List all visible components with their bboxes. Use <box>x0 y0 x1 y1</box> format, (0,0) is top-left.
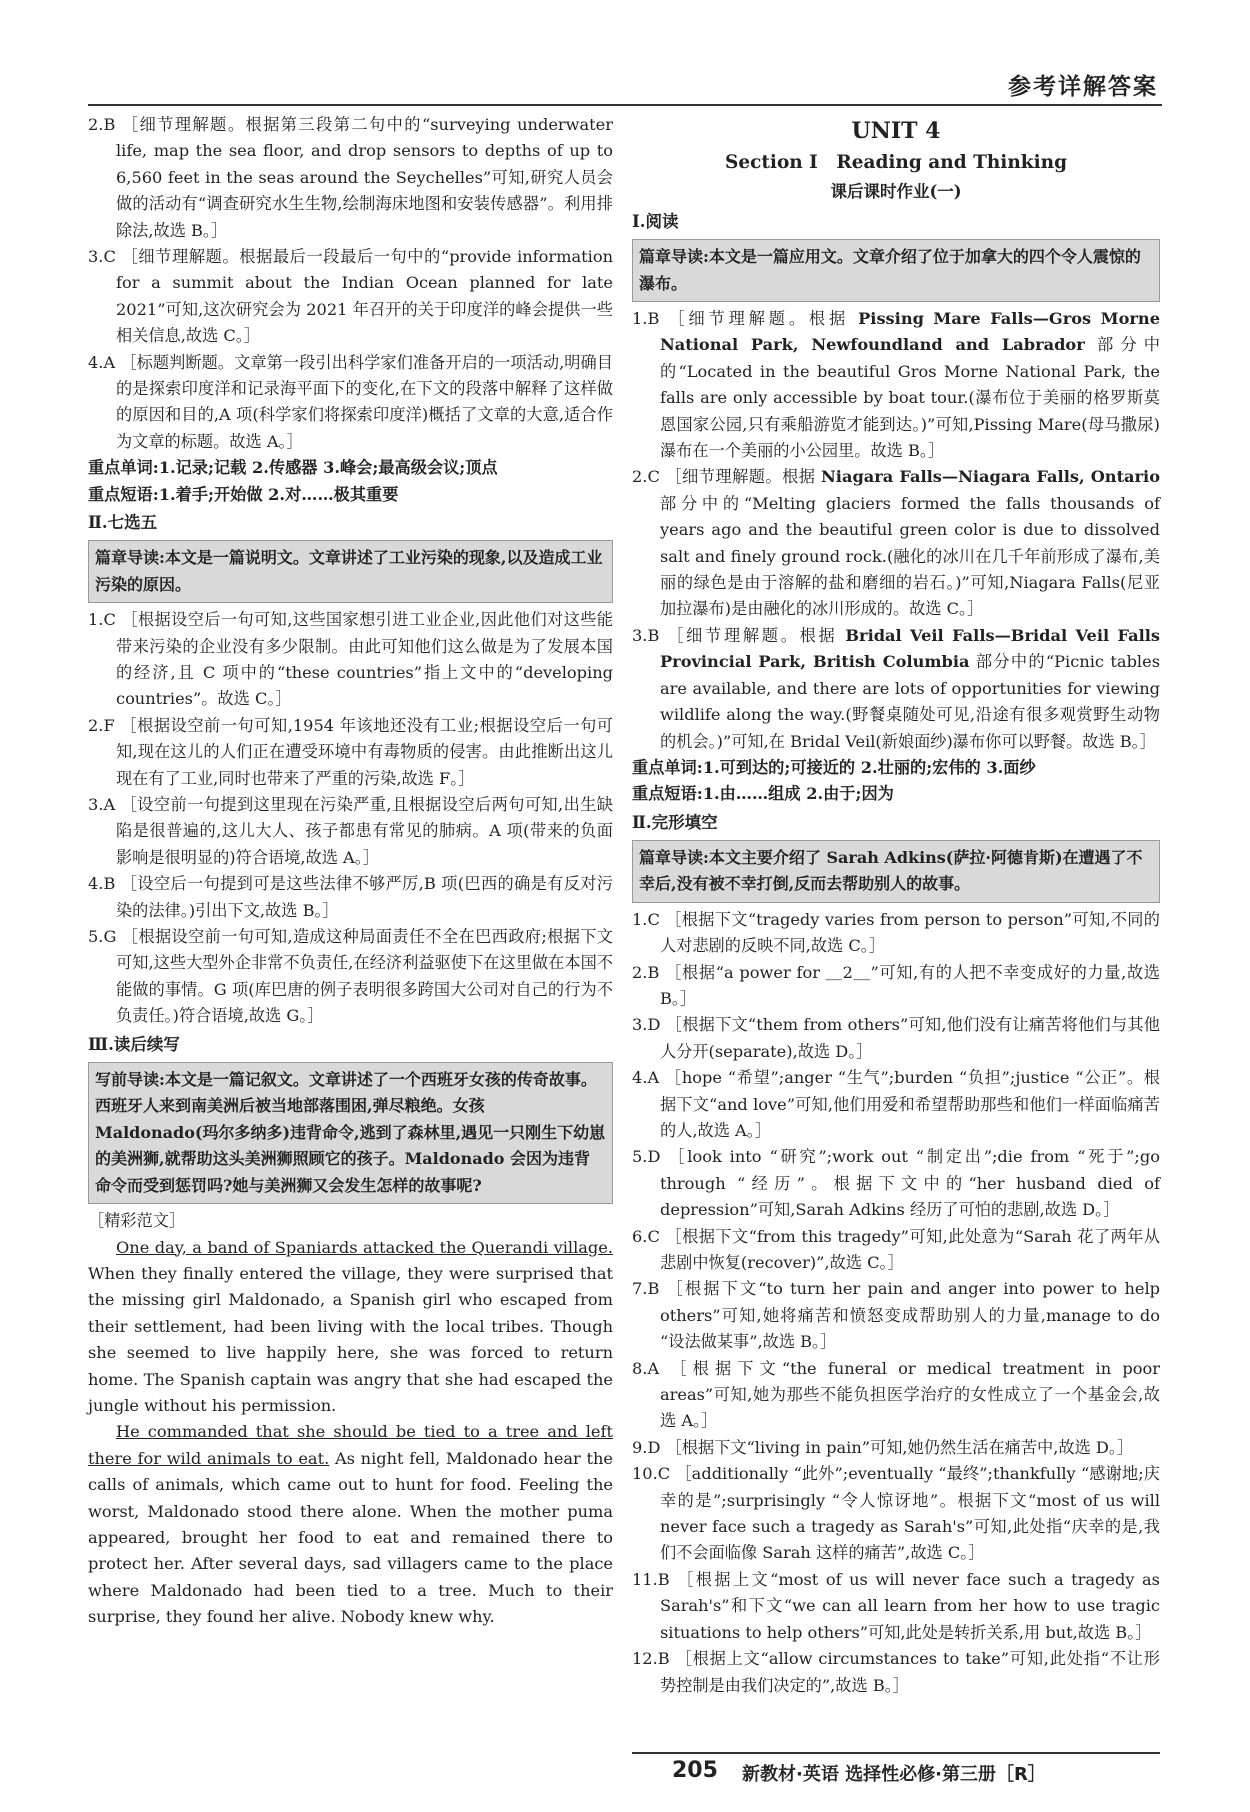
sample-essay-para1 <box>88 1235 613 1420</box>
passage-guide: 篇章导读:本文是一篇应用文。文章介绍了位于加拿大的四个令人震惊的瀑布。 <box>632 239 1160 302</box>
answer-item: 5.G ［根据设空前一句可知,造成这种局面责任不全在巴西政府;根据下文可知,这些大型外企非常不负责任,在经济利益驱使下在这里做在本国不能做的事情。G 项(库巴唐的例子表明很多跨国大公司对自己的行为不负责任。)符合语境,故选 G。］ <box>88 926 613 1026</box>
answer-item: 9.D ［根据下文“living in pain”可知,她仍然生活在痛苦中,故选 D。］ <box>632 1437 1134 1457</box>
answer-item: 6.C ［根据下文“from this tragedy”可知,此处意为“Sarah 花了两年从悲剧中恢复(recover)”,故选 C。］ <box>632 1226 1160 1272</box>
sample-underlined-sentence: One day, a band of Spaniards attacked the Querandi village. <box>116 1237 613 1257</box>
section-heading: Ⅰ.阅读 <box>632 212 679 231</box>
sample-essay-para2 <box>88 1419 613 1630</box>
passage-guide: 篇章导读:本文是一篇说明文。文章讲述了工业污染的现象,以及造成工业污染的原因。 <box>88 540 613 603</box>
unit-title: UNIT 4 <box>851 118 941 144</box>
sample-underlined-sentence: He commanded that she should be tied to a tree and left there for wild animals to eat. <box>88 1422 613 1468</box>
page-footer <box>632 1758 1160 1788</box>
header-divider <box>88 104 1162 106</box>
answer-item: 1.B ［细节理解题。根据 Pissing Mare Falls—Gros Morne National Park, Newfoundland and Labrador 部分中的“Located in the beautiful Gros Morne National Park, the falls are only accessible by boat tour.(瀑布位于美丽的格罗斯莫恩国家公园,只有乘船游览才能到达。)”可知,Pissing Mare(母马撒尿)瀑布在一个美丽的小公园里。故选 B。］ <box>632 309 1160 461</box>
section-heading: Ⅱ.完形填空 <box>632 812 718 832</box>
key-phrases: 重点短语:1.由……组成 2.由于;因为 <box>632 784 894 804</box>
answer-item: 3.D ［根据下文“them from others”可知,他们没有让痛苦将他们与其他人分开(separate),故选 D。］ <box>632 1015 1160 1061</box>
key-words: 重点单词:1.记录;记载 2.传感器 3.峰会;最高级会议;顶点 <box>88 458 498 478</box>
sample-text: As night fell, Maldonado hear the calls of animals, which came out to hunt for food. Feeling the worst, Maldonado stood there alone. When the mother puma appeared, brought her food to eat and remained there to protect her. After several days, sad villagers came to the place where Maldonado had been tied to a tree. Much to their surprise, they found her alive. Nobody knew why. <box>88 1448 614 1627</box>
answer-item: 5.D ［look into “研究”;work out “制定出”;die from “死于”;go through “经历”。根据下文中的“her husband died of depression”可知,Sarah Adkins 经历了可怕的悲剧,故选 D。］ <box>632 1147 1160 1220</box>
answer-item: 3.A ［设空前一句提到这里现在污染严重,且根据设空后两句可知,出生缺陷是很普遍的,这儿大人、孩子都患有常见的肺病。A 项(带来的负面影响是很明显的)符合语境,故选 A。］ <box>88 794 613 867</box>
answer-item: 2.C ［细节理解题。根据 Niagara Falls—Niagara Falls, Ontario 部分中的“Melting glaciers formed the falls thousands of years ago and the beautiful green color is due to dissolved salt and finely ground rock.(融化的冰川在几千年前形成了瀑布,美丽的绿色是由于溶解的盐和磨细的岩石。)”可知,Niagara Falls(尼亚加拉瀑布)是由融化的冰川形成的。故选 C。］ <box>632 467 1161 619</box>
passage-guide: 篇章导读:本文主要介绍了 Sarah Adkins(萨拉·阿德肯斯)在遭遇了不幸后,没有被不幸打倒,反而去帮助别人的故事。 <box>632 840 1160 903</box>
sample-title: ［精彩范文］ <box>88 1211 186 1231</box>
section-title: Section Ⅰ Reading and Thinking <box>724 152 1067 173</box>
page-header-title: 参考详解答案 <box>1008 74 1158 100</box>
right-column <box>632 112 1160 1699</box>
footer-divider <box>632 1752 1160 1754</box>
answer-item: 4.A ［标题判断题。文章第一段引出科学家们准备开启的一项活动,明确目的是探索印度洋和记录海平面下的变化,在下文的段落中解释了这样做的原因和目的,A 项(科学家们将探索印度洋)概括了文章的大意,适合作为文章的标题。故选 A。］ <box>88 352 613 451</box>
answer-item: 3.B ［细节理解题。根据 Bridal Veil Falls—Bridal Veil Falls Provincial Park, British Columbia 部分中的“Picnic tables are available, and there are lots of opportunities for viewing wildlife along the way.(野餐桌随处可见,沿途有很多观赏野生动物的机会。)”可知,在 Bridal Veil(新娘面纱)瀑布你可以野餐。故选 B。］ <box>632 625 1160 751</box>
section-heading: Ⅲ.读后续写 <box>88 1034 180 1054</box>
book-title: 新教材·英语 选择性必修·第三册［R］ <box>742 1764 1046 1785</box>
page-number: 205 <box>672 1758 718 1783</box>
key-words: 重点单词:1.可到达的;可接近的 2.壮丽的;宏伟的 3.面纱 <box>632 757 1036 777</box>
answer-item: 1.C ［根据设空后一句可知,这些国家想引进工业企业,因此他们对这些能带来污染的企业没有多少限制。由此可知他们这么做是为了发展本国的经济,且 C 项中的“these countries”指上文中的“developing countries”。故选 C。］ <box>88 610 613 709</box>
key-phrases: 重点短语:1.着手;开始做 2.对……极其重要 <box>88 484 399 504</box>
answer-item: 11.B ［根据上文“most of us will never face such a tragedy as Sarah's”和下文“we can all learn from her how to use tragic situations to help others”可知,此处是转折关系,用 but,故选 B。］ <box>632 1569 1160 1642</box>
answer-item: 1.C ［根据下文“tragedy varies from person to person”可知,不同的人对悲剧的反映不同,故选 C。］ <box>632 909 1160 956</box>
answer-item: 2.F ［根据设空前一句可知,1954 年该地还没有工业;根据设空后一句可知,现在这儿的人们正在遭受环境中有毒物质的侵害。由此推断出这儿现在有了工业,同时也带来了严重的污染,故选 F。］ <box>88 715 613 788</box>
homework-title: 课后课时作业(一) <box>830 182 962 201</box>
section-heading: Ⅱ.七选五 <box>88 513 158 533</box>
answer-item: 4.A ［hope “希望”;anger “生气”;burden “负担”;justice “公正”。根据下文“and love”可知,他们用爱和希望帮助那些和他们一样面临痛苦的人,故选 A。］ <box>632 1068 1160 1140</box>
answer-item: 12.B ［根据上文“allow circumstances to take”可知,此处指“不让形势控制是由我们决定的”,故选 B。］ <box>632 1649 1160 1695</box>
answer-item: 2.B ［细节理解题。根据第三段第二句中的“surveying underwater life, map the sea floor, and drop sensors to depths of up to 6,560 feet in the seas around the Seychelles”可知,研究人员会做的活动有“调查研究水生生物,绘制海床地图和安装传感器”。利用排除法,故选 B。］ <box>88 115 613 240</box>
answer-item: 7.B ［根据下文“to turn her pain and anger into power to help others”可知,她将痛苦和愤怒变成帮助别人的力量,manage to do “设法做某事”,故选 B。］ <box>632 1279 1160 1352</box>
writing-guide: 写前导读:本文是一篇记叙文。文章讲述了一个西班牙女孩的传奇故事。西班牙人来到南美洲后被当地部落围困,弹尽粮绝。女孩 Maldonado(玛尔多纳多)违背命令,逃到了森林里,遇见一只刚生下幼崽的美洲狮,就帮助这头美洲狮照顾它的孩子。Maldonado 会因为违背命令而受到惩罚吗?她与美洲狮又会发生怎样的故事呢? <box>88 1062 613 1205</box>
answer-item: 8.A ［根据下文“the funeral or medical treatment in poor areas”可知,她为那些不能负担医学治疗的女性成立了一个基金会,故选 A。］ <box>632 1358 1160 1431</box>
answer-item: 3.C ［细节理解题。根据最后一段最后一句中的“provide information for a summit about the Indian Ocean planned for late 2021”可知,这次研究会为 2021 年召开的关于印度洋的峰会提供一些相关信息,故选 C。］ <box>88 247 613 346</box>
answer-item: 4.B ［设空后一句提到可是这些法律不够严厉,B 项(巴西的确是有反对污染的法律。)引出下文,故选 B。］ <box>88 874 613 920</box>
sample-text: When they finally entered the village, they were surprised that the missing girl Maldonado, a Spanish girl who escaped from their settlement, had been living with the local tribes. Though she seemed to live happily here, she was forced to return home. The Spanish captain was angry that she had escaped the jungle without his permission. <box>88 1263 613 1415</box>
answer-item: 10.C ［additionally “此外”;eventually “最终”;thankfully “感谢地;庆幸的是”;surprisingly “令人惊讶地”。根据下文“most of us will never face such a tragedy as Sarah's”可知,此处指“庆幸的是,我们不会面临像 Sarah 这样的痛苦”,故选 C。］ <box>632 1464 1160 1563</box>
answer-item: 2.B ［根据“a power for ＿2＿”可知,有的人把不幸变成好的力量,故选 B。］ <box>632 962 1160 1008</box>
left-column <box>88 112 613 1631</box>
